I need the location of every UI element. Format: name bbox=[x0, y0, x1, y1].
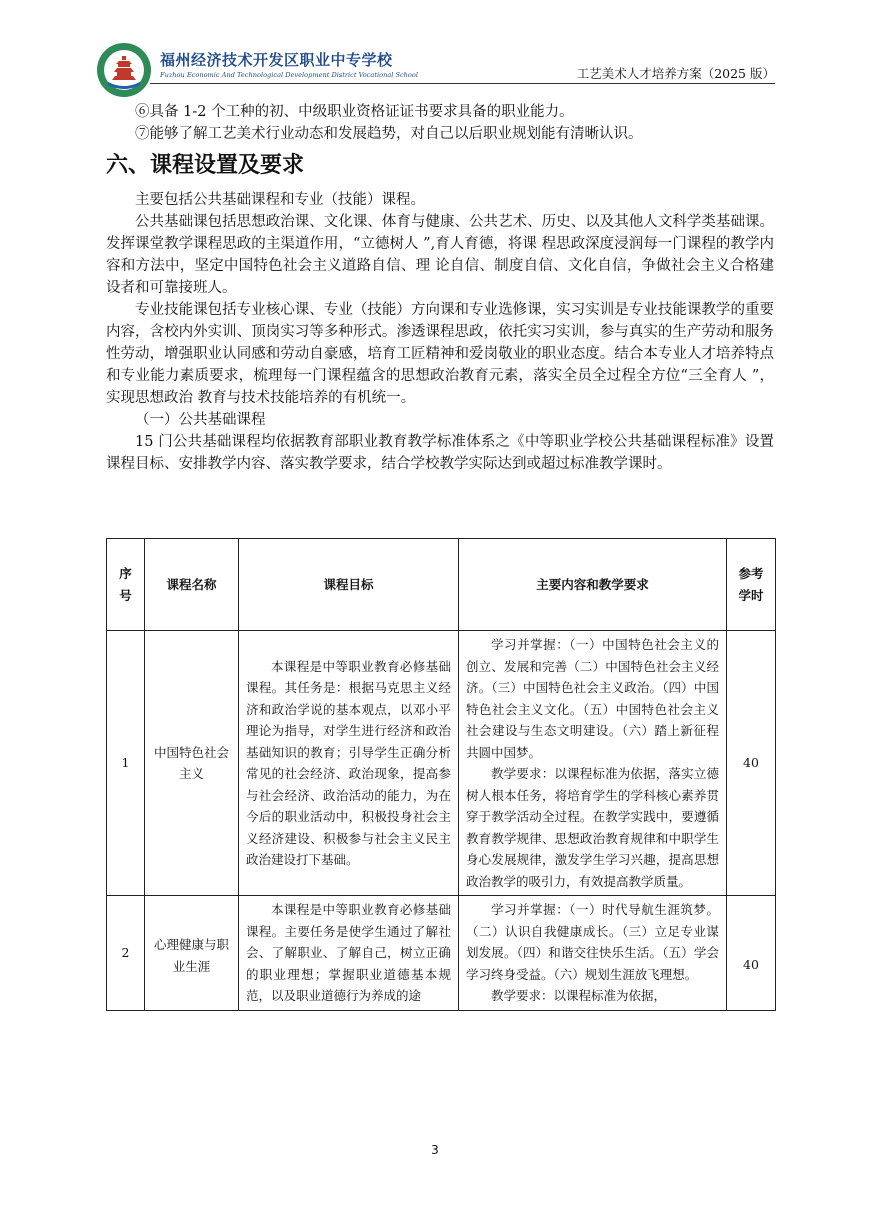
section-paragraph: 专业技能课包括专业核心课、专业（技能）方向课和专业选修课，实习实训是专业技能课教学的重要内容，含校内外实训、顶岗实习等多种形式。渗透课程思政，依托实习实训，参与真实的生产劳动和服务性劳动，增强职业认同感和劳动自豪感，培育工匠精神和爱岗敬业的职业态度。结合本专业人才培养特点和专业能力素质要求，梳理每一门课程蕴含的思想政治教育元素，落实全员全过程全方位“三全育人 ”，实现思想政治 教育与技术技能培养的有机统一。 bbox=[106, 302, 774, 406]
page-header bbox=[0, 0, 870, 100]
row-no: 1 bbox=[107, 631, 145, 896]
header-no: 序号 bbox=[107, 539, 145, 631]
subsection-paragraph: 15 门公共基础课程均依据教育部职业教育教学标准体系之《中等职业学校公共基础课程标准》设置课程目标、安排教学内容、落实教学要求，结合学校教学实际达到或超过标准教学课时。 bbox=[106, 434, 774, 472]
header-divider bbox=[150, 83, 775, 84]
section-paragraph: 主要包括公共基础课程和专业（技能）课程。 bbox=[135, 192, 425, 208]
school-seal-icon bbox=[96, 42, 152, 98]
section-paragraph: 公共基础课包括思想政治课、文化课、体育与健康、公共艺术、历史、以及其他人文科学类基础课。发挥课堂教学课程思政的主渠道作用，“立德树人 ”,育人育德，将课 程思政深度浸润每一门课程的教学内容和方法中，坚定中国特色社会主义道路自信、理 论自信、制度自信、文化自信，争做社会主义合格建设者和可靠接班人。 bbox=[106, 214, 774, 296]
header-name: 课程名称 bbox=[145, 539, 239, 631]
row-content-study: 学习并掌握：（一）时代导航生涯筑梦。（二）认识自我健康成长。（三）立足专业谋划发展。（四）和谐交往快乐生活。（五）学会学习终身受益。（六）规划生涯放飞理想。 bbox=[466, 902, 719, 982]
subsection-heading: （一）公共基础课程 bbox=[135, 412, 266, 428]
table-header-row bbox=[107, 539, 776, 631]
header-goal: 课程目标 bbox=[239, 539, 459, 631]
intro-line-7: ⑦能够了解工艺美术行业动态和发展趋势，对自己以后职业规划能有清晰认识。 bbox=[135, 126, 643, 142]
row-course-name: 中国特色社会主义 bbox=[145, 631, 239, 896]
page-number: 3 bbox=[431, 1143, 439, 1157]
intro-line-6: ⑥具备 1-2 个工种的初、中级职业资格证证书要求具备的职业能力。 bbox=[135, 104, 574, 120]
row-goal: 本课程是中等职业教育必修基础课程。其任务是：根据马克思主义经济和政治学说的基本观点，以邓小平理论为指导，对学生进行经济和政治基础知识的教育；引导学生正确分析常见的社会经济、政治现象，提高参与社会经济、政治活动的能力，为在今后的职业活动中，积极投身社会主义经济建设、积极参与社会主义民主政治建设打下基础。 bbox=[246, 658, 451, 867]
course-table bbox=[106, 538, 776, 1011]
document-body bbox=[106, 101, 774, 475]
section-heading: 六、课程设置及要求 bbox=[106, 153, 305, 178]
row-content-requirement: 教学要求：以课程标准为依据，落实立德树人根本任务，将培育学生的学科核心素养贯穿于教学活动全过程。在教学实践中，要遵循教育教学规律、思想政治教育规律和中职学生身心发展规律，激发学生学习兴趣，提高思想政治教学的吸引力，有效提高教学质量。 bbox=[466, 766, 719, 889]
row-content-study: 学习并掌握：（一）中国特色社会主义的创立、发展和完善（二）中国特色社会主义经济。（三）中国特色社会主义政治。（四）中国特色社会主义文化。（五）中国特色社会主义社会建设与生态文明建设。（六）踏上新征程共圆中国梦。 bbox=[466, 637, 719, 760]
row-hours: 40 bbox=[727, 896, 776, 1011]
row-no: 2 bbox=[107, 896, 145, 1011]
row-course-name: 心理健康与职业生涯 bbox=[145, 896, 239, 1011]
header-hours: 参考学时 bbox=[727, 539, 776, 631]
school-name-cn: 福州经济技术开发区职业中专学校 bbox=[160, 51, 393, 69]
row-content-requirement: 教学要求：以课程标准为依据， bbox=[491, 988, 667, 1003]
row-goal: 本课程是中等职业教育必修基础课程。主要任务是使学生通过了解社会、了解职业、了解自己，树立正确的职业理想；掌握职业道德基本规范，以及职业道德行为养成的途 bbox=[246, 902, 451, 1003]
table-row bbox=[107, 896, 776, 1011]
row-hours: 40 bbox=[727, 631, 776, 896]
document-title: 工艺美术人才培养方案（2025 版） bbox=[576, 66, 775, 81]
school-name-en: Fuzhou Economic And Technological Development District Vocational School bbox=[160, 71, 418, 79]
header-content: 主要内容和教学要求 bbox=[459, 539, 727, 631]
table-row bbox=[107, 631, 776, 896]
